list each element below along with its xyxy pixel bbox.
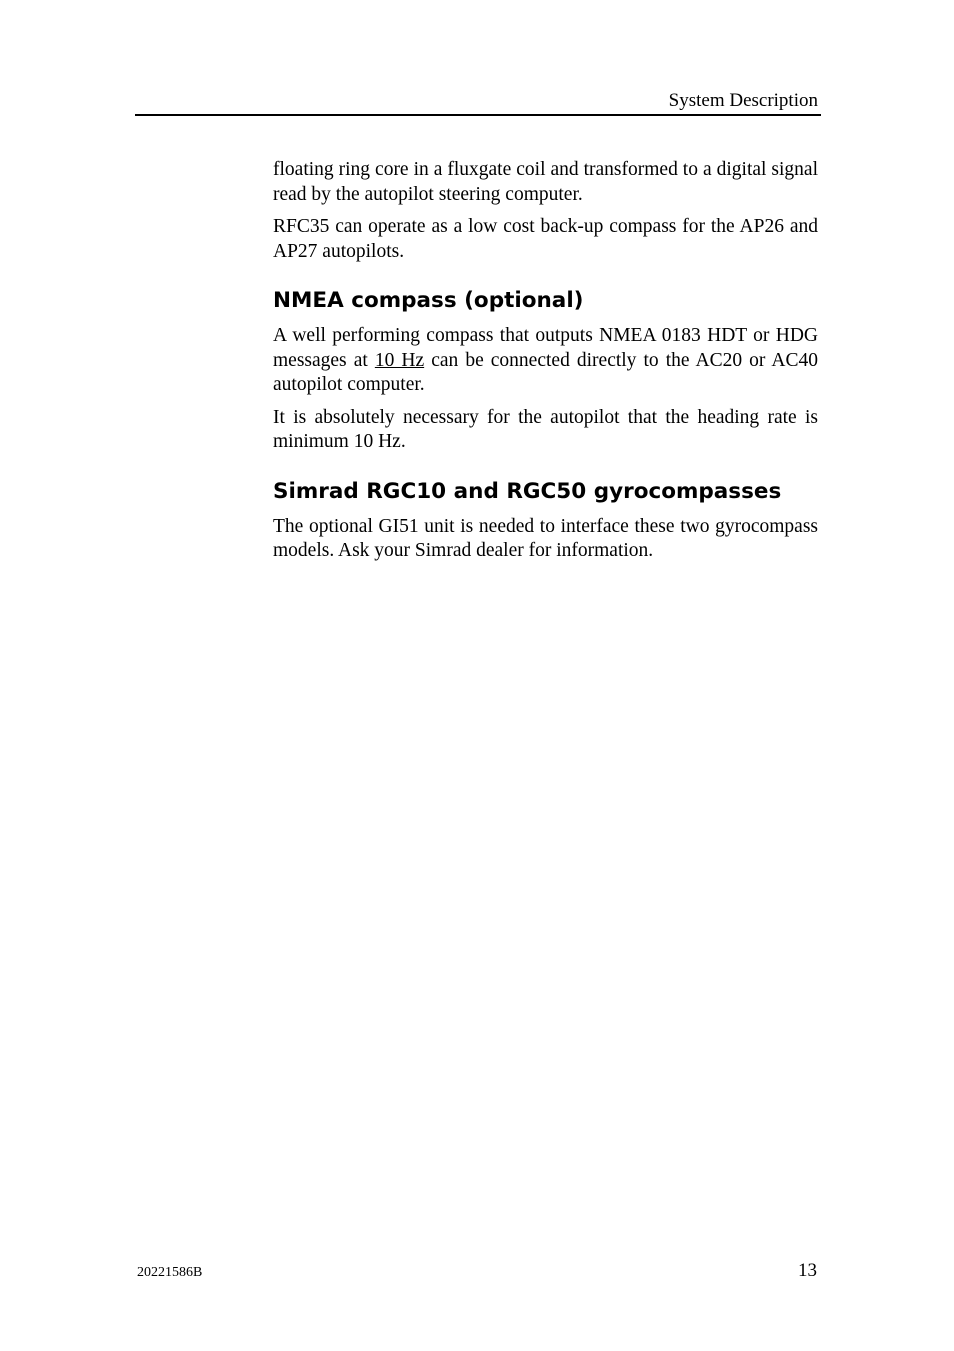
document-number: 20221586B	[137, 1265, 203, 1280]
page-content	[273, 158, 818, 572]
header-rule	[135, 114, 821, 116]
page-number: 13	[798, 1260, 817, 1281]
nmea-rate-underlined: 10 Hz	[374, 349, 425, 371]
nmea-paragraph-1-text-b: can be connected directly to the AC20 or AC40 autopilot computer.	[273, 349, 818, 395]
nmea-paragraph-1	[273, 324, 818, 398]
intro-paragraph-1: floating ring core in a fluxgate coil and transformed to a digital signal read by the autopilot steering computer.	[273, 159, 818, 205]
nmea-paragraph-2: It is absolutely necessary for the autopilot that the heading rate is minimum 10 Hz.	[273, 406, 818, 452]
nmea-compass-heading: NMEA compass (optional)	[273, 288, 584, 313]
nmea-paragraph-1-text-a: A well performing compass that outputs NMEA 0183 HDT or HDG messages at	[273, 325, 818, 371]
gyrocompass-heading: Simrad RGC10 and RGC50 gyrocompasses	[273, 478, 782, 504]
intro-paragraph-2: RFC35 can operate as a low cost back-up compass for the AP26 and AP27 autopilots.	[273, 216, 818, 262]
running-header: System Description	[668, 90, 818, 111]
gyrocompass-paragraph: The optional GI51 unit is needed to interface these two gyrocompass models. Ask your Simrad dealer for information.	[273, 515, 818, 561]
